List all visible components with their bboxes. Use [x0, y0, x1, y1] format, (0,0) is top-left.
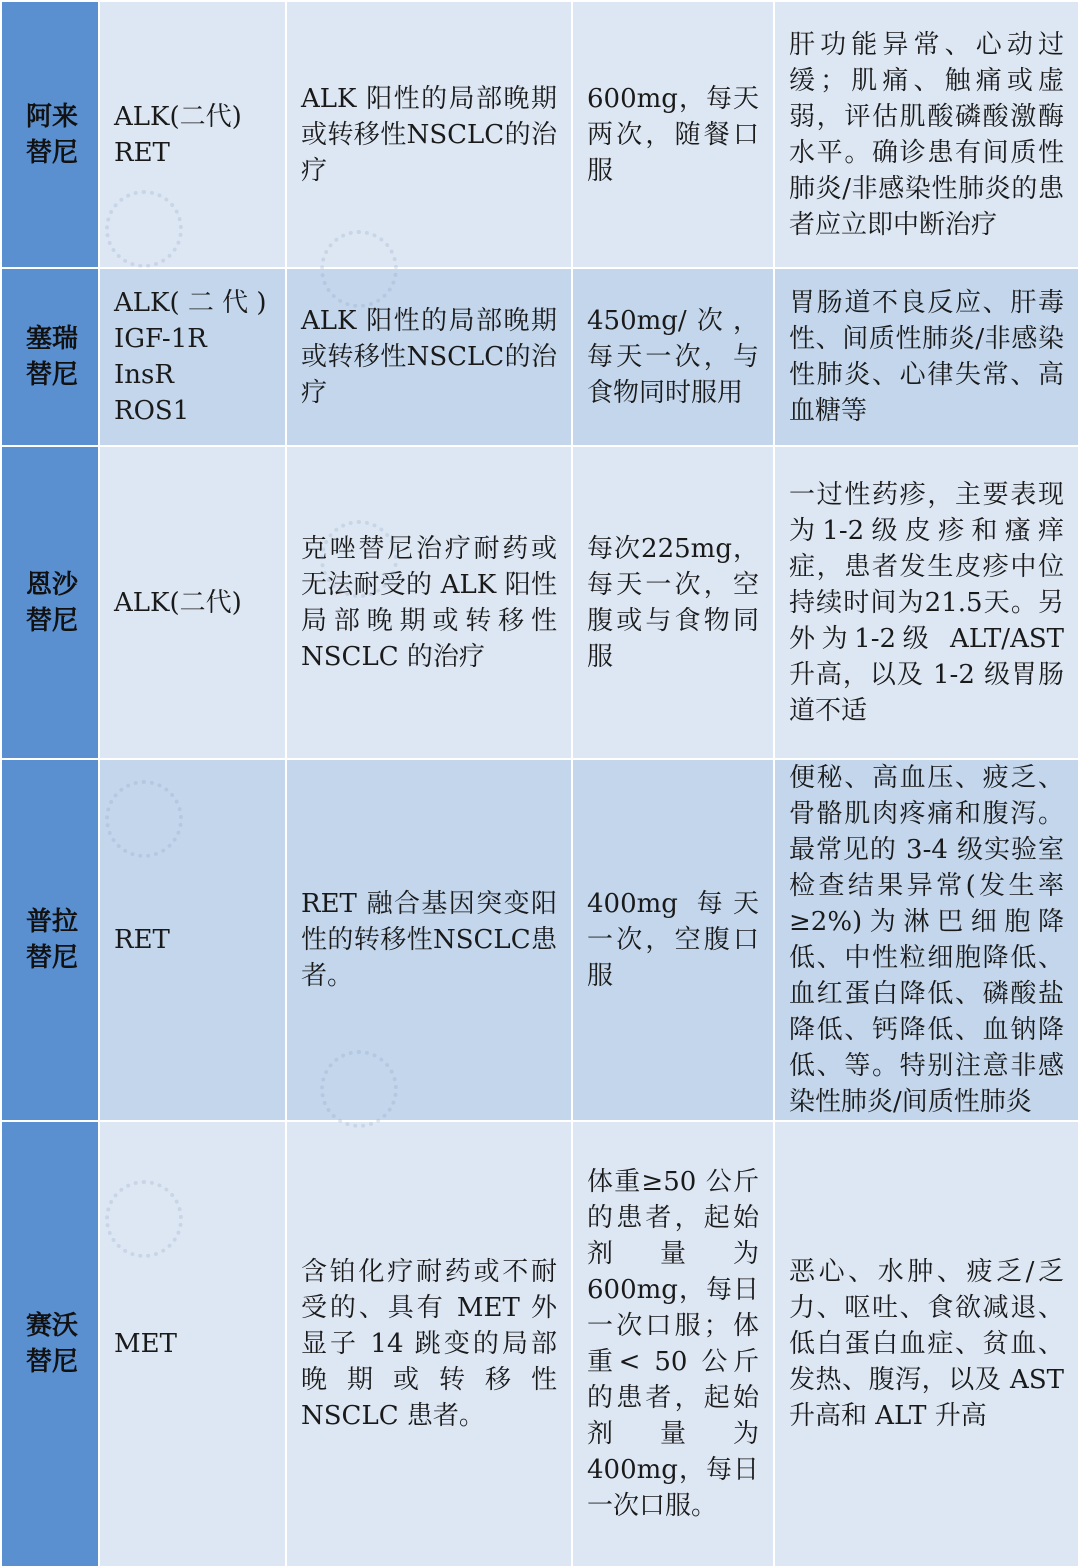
table-row [1, 1121, 1079, 1567]
table-row [1, 268, 1079, 446]
adverse-cell: 恶心、水肿、疲乏/乏力、呕吐、食欲减退、低白蛋白血症、贫血、发热、腹泻，以及 AST 升高和 ALT 升高 [774, 1121, 1079, 1567]
target-cell: ALK( 二 代 ) IGF-1R InsR ROS1 [99, 268, 286, 446]
target-cell: ALK(二代) [99, 446, 286, 759]
drug-name: 恩沙 替尼 [1, 446, 99, 759]
indication-cell: RET 融合基因突变阳性的转移性NSCLC患者。 [286, 759, 572, 1121]
target-cell: MET [99, 1121, 286, 1567]
indication-cell: 含铂化疗耐药或不耐受的、具有 MET 外显子 14 跳变的局部晚期或转移性 NSCLC 患者。 [286, 1121, 572, 1567]
adverse-cell: 胃肠道不良反应、肝毒性、间质性肺炎/非感染性肺炎、心律失常、高血糖等 [774, 268, 1079, 446]
indication-cell: 克唑替尼治疗耐药或无法耐受的 ALK 阳性局部晚期或转移性NSCLC 的治疗 [286, 446, 572, 759]
target-cell: ALK(二代) RET [99, 1, 286, 268]
dose-cell: 每次225mg，每天一次，空腹或与食物同服 [572, 446, 774, 759]
drug-name: 塞瑞 替尼 [1, 268, 99, 446]
adverse-cell: 便秘、高血压、疲乏、骨骼肌肉疼痛和腹泻。最常见的 3-4 级实验室检查结果异常(发生率≥2%)为淋巴细胞降低、中性粒细胞降低、血红蛋白降低、磷酸盐降低、钙降低、血钠降低、等。特别注意非感染性肺炎/间质性肺炎 [774, 759, 1079, 1121]
adverse-cell: 一过性药疹，主要表现为1-2级皮疹和瘙痒症，患者发生皮疹中位持续时间为21.5天。另外为1-2级 ALT/AST 升高，以及 1-2 级胃肠道不适 [774, 446, 1079, 759]
dose-cell: 400mg 每天一次，空腹口服 [572, 759, 774, 1121]
table-row [1, 446, 1079, 759]
drug-name: 普拉 替尼 [1, 759, 99, 1121]
indication-cell: ALK 阳性的局部晚期或转移性NSCLC的治疗 [286, 1, 572, 268]
dose-cell: 体重≥50 公斤的患者，起始剂量为 600mg，每日一次口服；体重< 50 公斤的患者，起始剂量为400mg，每日一次口服。 [572, 1121, 774, 1567]
dose-cell: 600mg，每天两次，随餐口服 [572, 1, 774, 268]
adverse-cell: 肝功能异常、心动过缓；肌痛、触痛或虚弱，评估肌酸磷酸激酶水平。确诊患有间质性肺炎/非感染性肺炎的患者应立即中断治疗 [774, 1, 1079, 268]
drug-name: 阿来 替尼 [1, 1, 99, 268]
table-row [1, 1, 1079, 268]
dose-cell: 450mg/次，每天一次，与食物同时服用 [572, 268, 774, 446]
drug-name: 赛沃 替尼 [1, 1121, 99, 1567]
target-cell: RET [99, 759, 286, 1121]
table-row [1, 759, 1079, 1121]
indication-cell: ALK 阳性的局部晚期或转移性NSCLC的治疗 [286, 268, 572, 446]
